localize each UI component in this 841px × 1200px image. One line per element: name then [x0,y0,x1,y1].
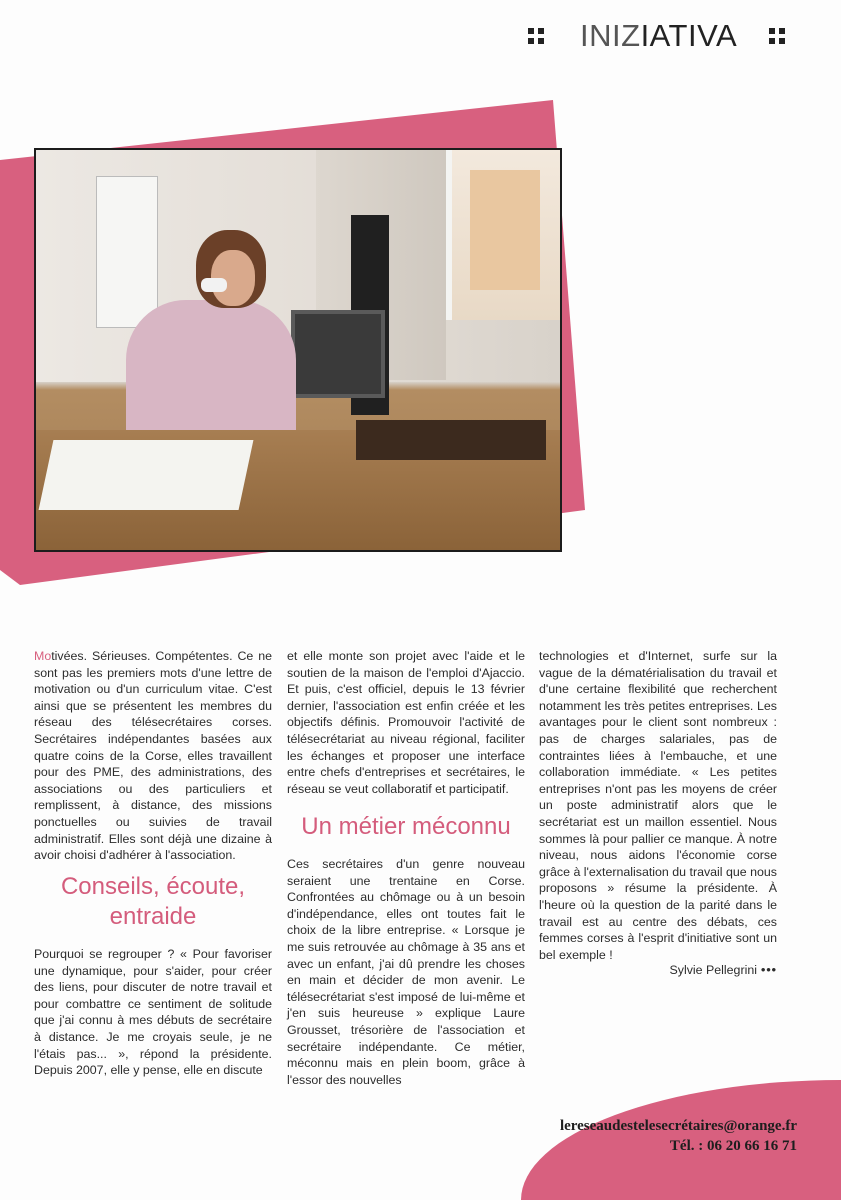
article-column-2 [287,648,525,797]
four-dots-icon [769,28,785,44]
contact-phone: Tél. : 06 20 66 16 71 [669,1138,797,1154]
paragraph-text: tivées. Sérieuses. Compétentes. Ce ne sont pas les premiers mots d'une lettre de motivation ou d'un curriculum vitae. C'est ainsi que se présentent les membres du réseau des télésecrétaires corses. Secrétaires indépendantes basées aux quatre coins de la Corse, elles travaillent pour des PME, des administrations, des associations ou des particuliers et remplissent, à distance, des missions ponctuelles ou suivies de travail administratif. Elles sont déjà une dizaine à avoir choisi d'adhérer à l'association. [34,649,272,863]
office-photo [34,148,562,552]
section-title [580,18,737,54]
contact-block [560,1116,797,1156]
subheading-metier: Un métier méconnu [301,813,511,840]
subheading-conseils: Conseils, écoute, entraide [60,873,246,930]
author-name: Sylvie Pellegrini [669,963,757,977]
article-column-1 [34,648,272,864]
article-column-2-lower [287,856,525,1088]
photo-frame [0,100,841,590]
article-column-3 [539,648,777,963]
article-paragraph [34,648,272,864]
article-paragraph: et elle monte son projet avec l'aide et le soutien de la maison de l'emploi d'Ajaccio. Et puis, c'est officiel, depuis le 13 février dernier, l'association est enfin créée et les objectifs définis. Promouvoir l'activité de télésecrétariat au niveau régional, faciliter les échanges et proposer une interface entre chefs d'entreprises et secrétaires, le réseau se veut collaboratif et participatif. [287,649,525,796]
article-paragraph: Ces secrétaires d'un genre nouveau seraient une trentaine en Corse. Confrontées au chômage ou à un besoin d'indépendance, elles ont toutes fait le choix de la libre entreprise. « Lorsque je me suis retrouvée au chômage à 35 ans et avec un enfant, j'ai dû prendre les choses en main et décider de mon avenir. Le télésecrétariat s'est imposé de lui-même et j'en suis heureuse » explique Laure Grousset, trésorière de l'association et secrétaire indépendante. Ce métier, méconnu mais en plein boom, grâce à l'essor des nouvelles [287,857,525,1087]
section-title-part1: INIZ [580,18,641,53]
article-paragraph: technologies et d'Internet, surfe sur la vague de la dématérialisation du travail et d'une certaine flexibilité que recherchent notamment les très petites entreprises. Les avantages pour le client sont nombreux : pas de charges salariales, pas de contraintes liées à l'embauche, et une collaboration immédiate. « Les petites entreprises n'ont pas les moyens de créer un poste administratif alors que le secrétariat est un maillon essentiel. Nous sommes là pour pallier ce manque. À notre niveau, nous aidons l'économie corse grâce à l'externalisation du travail que nous proposons » résume la présidente. À l'heure où la question de la parité dans le travail est au centre des débats, ces femmes corses à l'esprit d'initiative sont un bel exemple ! [539,649,777,962]
article-column-1-lower [34,946,272,1079]
author-signature [539,963,777,977]
section-title-part2: IATIVA [640,18,738,53]
author-dots: ••• [760,963,777,977]
contact-email[interactable]: lereseaudestelesecrétaires@orange.fr [559,1118,797,1134]
dropcap: Mo [34,649,52,663]
four-dots-icon [528,28,544,44]
article-paragraph: Pourquoi se regrouper ? « Pour favoriser une dynamique, pour s'aider, pour créer des liens, pour discuter de notre travail et pour combattre ce sentiment de solitude que j'ai connu à mes débuts de secrétaire à distance. Je me croyais seule, je ne l'étais pas... », répond la présidente. Depuis 2007, elle y pense, elle en discute [34,947,272,1078]
section-header [520,14,820,58]
